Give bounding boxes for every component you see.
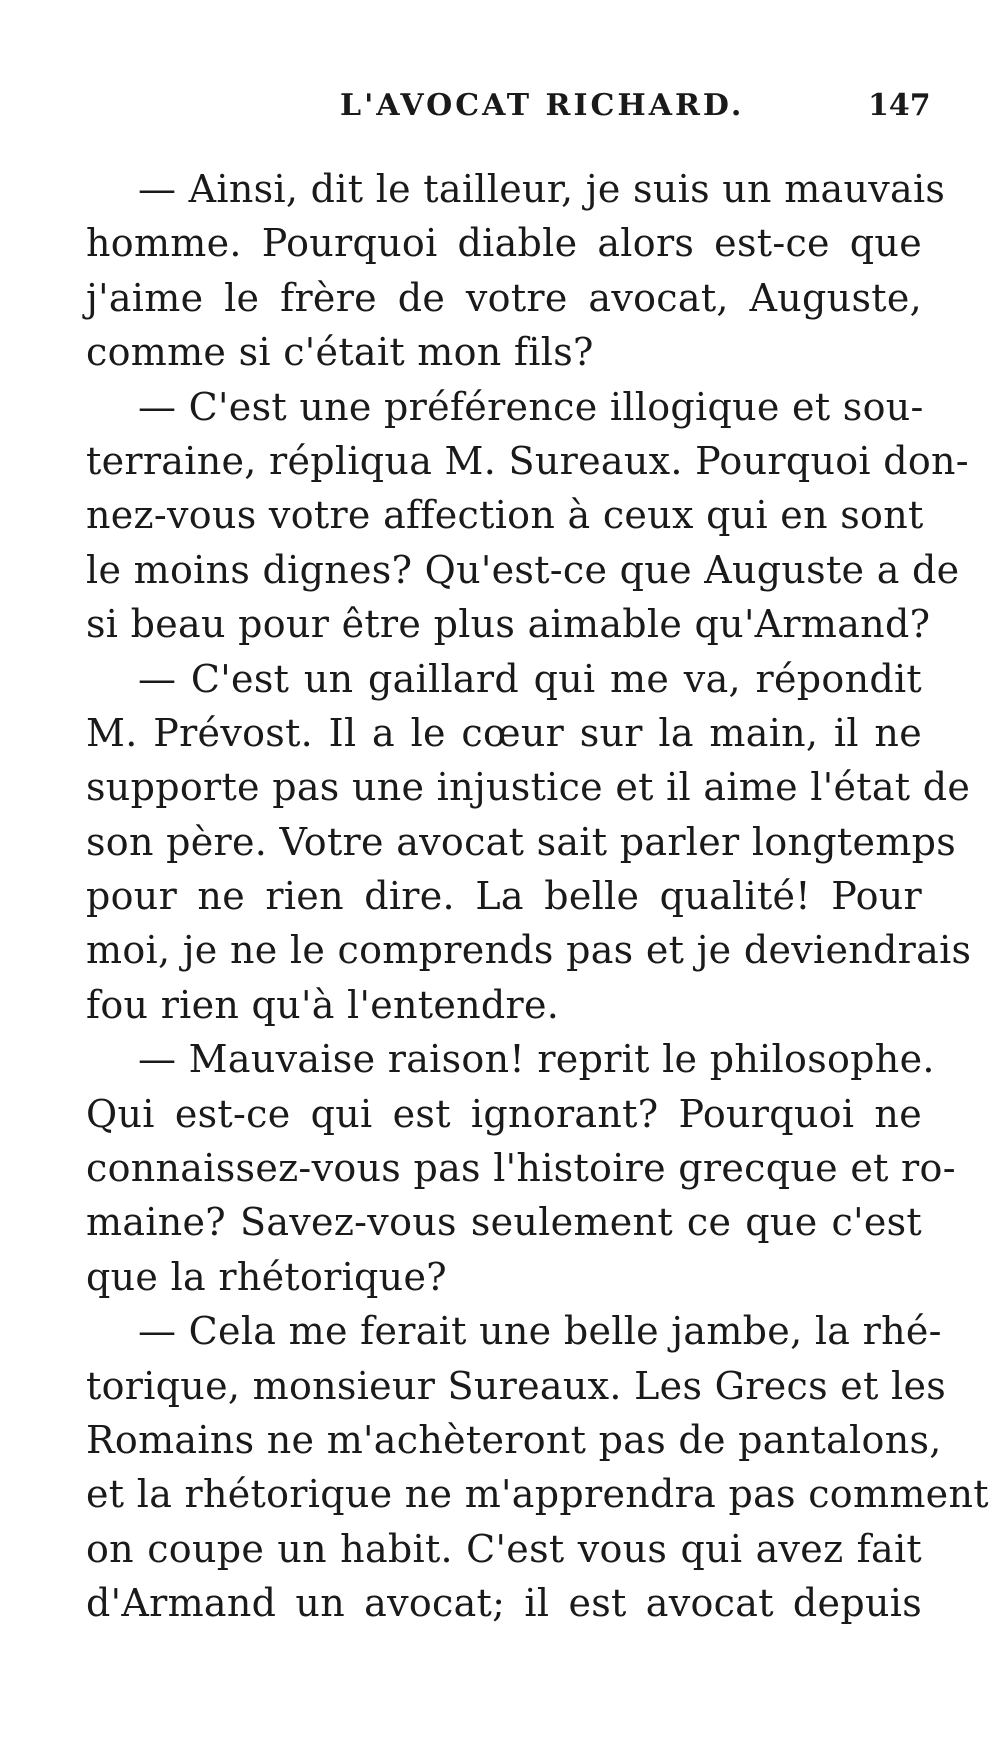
text-line: moi, je ne le comprends pas et je deviendrais [86,928,972,973]
text-line: — C'est une préférence illogique et sou- [138,384,924,429]
text-line: Romains ne m'achèteront pas de pantalons, [86,1417,942,1462]
text-line: supporte pas une injustice et il aime l'état de [86,765,971,810]
text-line: torique, monsieur Sureaux. Les Grecs et les [86,1363,947,1408]
text-line: fou rien qu'à l'entendre. [86,982,560,1027]
running-title: L'AVOCAT RICHARD. [340,88,745,123]
body-text [86,162,989,1631]
text-line: maine? Savez-vous seulement ce que c'est [86,1200,922,1245]
text-line: pour ne rien dire. La belle qualité! Pour [86,874,922,919]
text-line: M. Prévost. Il a le cœur sur la main, il ne [86,710,922,755]
text-line: on coupe un habit. C'est vous qui avez fait [86,1526,922,1571]
text-line: — Mauvaise raison! reprit le philosophe. [138,1037,935,1082]
text-line: — Ainsi, dit le tailleur, je suis un mauvais [138,167,946,211]
text-line: le moins dignes? Qu'est-ce que Auguste a de [86,547,960,592]
text-line: homme. Pourquoi diable alors est-ce que [86,221,922,266]
text-line: connaissez-vous pas l'histoire grecque et ro- [86,1146,956,1191]
text-line: d'Armand un avocat; il est avocat depuis [86,1581,922,1626]
text-line: si beau pour être plus aimable qu'Armand? [86,602,931,647]
running-head [0,88,1000,128]
text-line: — C'est un gaillard qui me va, répondit [138,656,922,701]
text-line: que la rhétorique? [86,1254,447,1299]
text-line: et la rhétorique ne m'apprendra pas comment [86,1472,989,1517]
text-line: — Cela me ferait une belle jambe, la rhé- [138,1309,942,1354]
text-line: j'aime le frère de votre avocat, Auguste, [86,275,922,320]
text-line: son père. Votre avocat sait parler longtemps [86,819,957,864]
page-number: 147 [868,88,931,123]
text-line: Qui est-ce qui est ignorant? Pourquoi ne [86,1091,922,1136]
text-line: terraine, répliqua M. Sureaux. Pourquoi don- [86,438,969,483]
text-line: nez-vous votre affection à ceux qui en sont [86,493,924,538]
text-line: comme si c'était mon fils? [86,330,594,375]
